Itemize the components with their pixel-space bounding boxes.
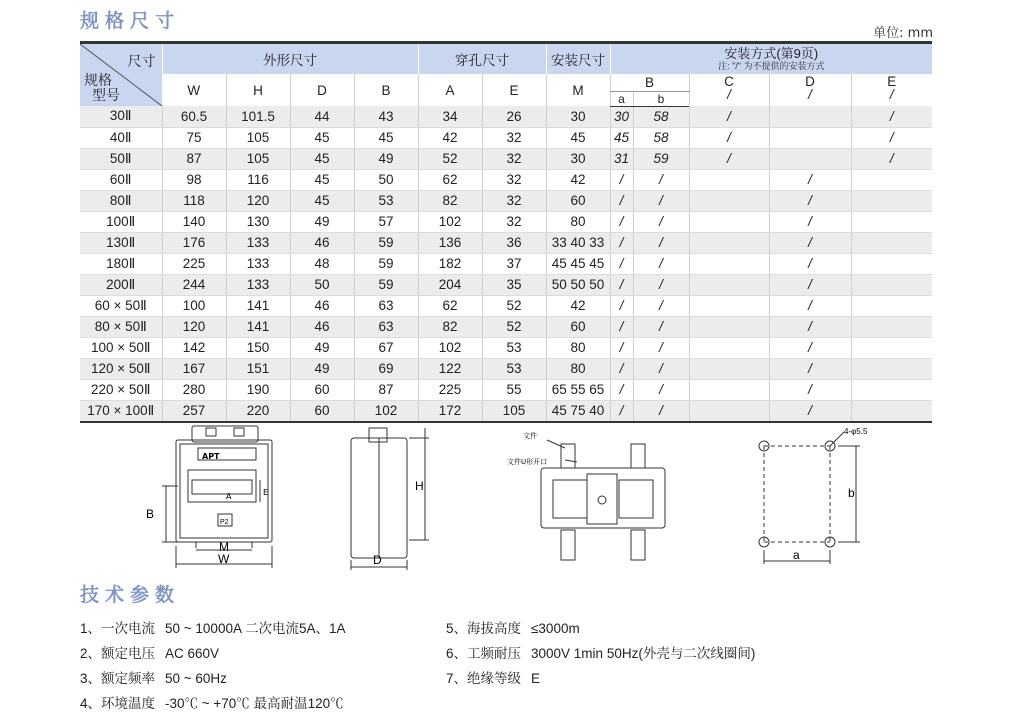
table-cell-d: 48 xyxy=(290,253,354,274)
table-cell-e: 52 xyxy=(482,316,546,337)
table-cell-c xyxy=(689,400,769,422)
table-cell-a: / xyxy=(610,274,633,295)
table-cell-b: 59 xyxy=(354,232,418,253)
table-cell-b: 67 xyxy=(354,337,418,358)
table-cell-w: 225 xyxy=(162,253,226,274)
table-cell-e: 52 xyxy=(482,295,546,316)
table-cell-b: / xyxy=(633,379,689,400)
table-cell-m: 80 xyxy=(546,358,610,379)
table-cell-b: 63 xyxy=(354,295,418,316)
tech-spec-value: 50 ~ 10000A 二次电流5A、1A xyxy=(165,621,346,636)
table-cell-a: 34 xyxy=(418,106,482,127)
table-cell-c xyxy=(689,169,769,190)
table-cell-w: 100 xyxy=(162,295,226,316)
table-cell-b: 50 xyxy=(354,169,418,190)
table-cell-w: 60.5 xyxy=(162,106,226,127)
table-cell-c xyxy=(689,253,769,274)
table-cell-h: 133 xyxy=(226,274,290,295)
table-cell-a: / xyxy=(610,316,633,337)
corner-bottom-label: 规格 型号 xyxy=(84,72,120,103)
table-cell-em xyxy=(851,295,932,316)
table-cell-model: 60 × 50Ⅱ xyxy=(80,295,162,316)
table-cell-a: 62 xyxy=(418,295,482,316)
col-E: E xyxy=(482,74,546,106)
mount-group-header: 安装方式(第9页) 注: "/" 为不提供的安装方式 xyxy=(610,43,932,75)
table-cell-c xyxy=(689,358,769,379)
table-cell-d: 60 xyxy=(290,379,354,400)
table-cell-em xyxy=(851,316,932,337)
spec-table-body xyxy=(80,106,932,422)
table-cell-h: 120 xyxy=(226,190,290,211)
table-cell-m: 45 xyxy=(546,127,610,148)
table-cell-a: / xyxy=(610,253,633,274)
mount-col-D: D / xyxy=(769,74,851,106)
table-cell-a: 82 xyxy=(418,316,482,337)
table-cell-w: 120 xyxy=(162,316,226,337)
table-cell-dm: / xyxy=(769,211,851,232)
table-cell-e: 36 xyxy=(482,232,546,253)
table-cell-d: 44 xyxy=(290,106,354,127)
table-cell-b: / xyxy=(633,232,689,253)
table-cell-c: / xyxy=(689,106,769,127)
tech-spec-item xyxy=(446,666,755,691)
table-cell-em xyxy=(851,211,932,232)
table-cell-m: 30 xyxy=(546,148,610,169)
table-cell-b: 57 xyxy=(354,211,418,232)
table-row xyxy=(80,358,932,379)
table-row xyxy=(80,295,932,316)
table-cell-d: 49 xyxy=(290,358,354,379)
tech-specs-right xyxy=(446,616,755,691)
table-cell-w: 142 xyxy=(162,337,226,358)
holes-spec-label: 4-φ5.5 xyxy=(844,427,868,436)
table-cell-dm: / xyxy=(769,169,851,190)
table-cell-dm: / xyxy=(769,379,851,400)
table-cell-dm: / xyxy=(769,253,851,274)
table-cell-model: 200Ⅱ xyxy=(80,274,162,295)
table-cell-c xyxy=(689,337,769,358)
table-cell-b: 59 xyxy=(354,253,418,274)
tech-spec-value: E xyxy=(531,671,541,686)
table-cell-h: 141 xyxy=(226,295,290,316)
tech-spec-key: 6、工频耐压 xyxy=(446,646,522,661)
table-cell-a: 225 xyxy=(418,379,482,400)
side-H-label: H xyxy=(415,479,424,493)
table-cell-a: / xyxy=(610,379,633,400)
tech-spec-key: 1、一次电流 xyxy=(80,621,156,636)
tech-spec-value: -30℃ ~ +70℃ 最高耐温120℃ xyxy=(165,696,344,711)
table-cell-d: 45 xyxy=(290,127,354,148)
table-row xyxy=(80,106,932,127)
table-cell-c xyxy=(689,295,769,316)
table-cell-model: 100 × 50Ⅱ xyxy=(80,337,162,358)
col-D: D xyxy=(290,74,354,106)
tech-spec-item xyxy=(446,616,755,641)
install-group-header: 安装尺寸 xyxy=(546,43,610,75)
table-cell-c: / xyxy=(689,148,769,169)
table-cell-em xyxy=(851,169,932,190)
col-M: M xyxy=(546,74,610,106)
mount-col-E: E / xyxy=(851,74,932,106)
table-cell-em: / xyxy=(851,127,932,148)
table-cell-a: 62 xyxy=(418,169,482,190)
front-W-label: W xyxy=(218,552,230,566)
table-row xyxy=(80,379,932,400)
table-cell-dm: / xyxy=(769,190,851,211)
mount-sub-a: a xyxy=(610,91,633,106)
table-cell-a: / xyxy=(610,295,633,316)
table-cell-d: 49 xyxy=(290,211,354,232)
table-cell-a: / xyxy=(610,169,633,190)
table-cell-dm: / xyxy=(769,316,851,337)
table-cell-a: 102 xyxy=(418,211,482,232)
table-row xyxy=(80,211,932,232)
side-view-drawing xyxy=(345,422,435,572)
table-cell-m: 65 55 65 xyxy=(546,379,610,400)
table-cell-a: 52 xyxy=(418,148,482,169)
front-E-label: E xyxy=(263,488,269,497)
table-cell-w: 257 xyxy=(162,400,226,422)
table-cell-em xyxy=(851,253,932,274)
table-row xyxy=(80,253,932,274)
table-cell-e: 37 xyxy=(482,253,546,274)
table-cell-h: 105 xyxy=(226,127,290,148)
table-cell-a: 122 xyxy=(418,358,482,379)
table-cell-e: 32 xyxy=(482,169,546,190)
table-cell-b: 49 xyxy=(354,148,418,169)
table-cell-a: 45 xyxy=(610,127,633,148)
corner-top-label: 尺寸 xyxy=(127,53,156,69)
table-cell-model: 40Ⅱ xyxy=(80,127,162,148)
table-cell-b: 58 xyxy=(633,127,689,148)
mount-slot-label: 文件U形开口 xyxy=(507,458,548,466)
front-A-label: A xyxy=(226,492,232,501)
table-cell-b: 102 xyxy=(354,400,418,422)
tech-spec-item xyxy=(80,641,346,666)
front-view-drawing xyxy=(140,422,290,570)
table-cell-b: / xyxy=(633,316,689,337)
side-D-label: D xyxy=(373,553,382,567)
table-cell-b: / xyxy=(633,253,689,274)
table-cell-a: 82 xyxy=(418,190,482,211)
table-cell-b: / xyxy=(633,358,689,379)
table-cell-a: / xyxy=(610,190,633,211)
table-cell-dm: / xyxy=(769,232,851,253)
tech-spec-key: 4、环境温度 xyxy=(80,696,156,711)
table-cell-b: / xyxy=(633,274,689,295)
table-cell-h: 130 xyxy=(226,211,290,232)
table-cell-em xyxy=(851,190,932,211)
table-cell-e: 26 xyxy=(482,106,546,127)
table-cell-w: 140 xyxy=(162,211,226,232)
tech-specs-left xyxy=(80,616,346,716)
table-row xyxy=(80,232,932,253)
table-cell-b: 59 xyxy=(633,148,689,169)
table-cell-w: 244 xyxy=(162,274,226,295)
tech-spec-item xyxy=(80,666,346,691)
tech-spec-value: ≤3000m xyxy=(531,621,580,636)
table-cell-dm: / xyxy=(769,295,851,316)
front-B-label: B xyxy=(146,507,155,521)
table-cell-a: 30 xyxy=(610,106,633,127)
table-cell-m: 60 xyxy=(546,190,610,211)
table-cell-d: 46 xyxy=(290,316,354,337)
corner-header xyxy=(80,43,162,107)
table-cell-a: 42 xyxy=(418,127,482,148)
front-M-label: M xyxy=(219,540,229,554)
table-cell-b: / xyxy=(633,295,689,316)
table-cell-h: 116 xyxy=(226,169,290,190)
table-cell-c xyxy=(689,316,769,337)
table-cell-dm: / xyxy=(769,358,851,379)
table-cell-a: 204 xyxy=(418,274,482,295)
table-cell-b: 43 xyxy=(354,106,418,127)
col-H: H xyxy=(226,74,290,106)
table-cell-b: 58 xyxy=(633,106,689,127)
table-cell-dm: / xyxy=(769,274,851,295)
table-cell-w: 118 xyxy=(162,190,226,211)
front-brand-label: APT xyxy=(202,452,220,461)
table-cell-e: 53 xyxy=(482,337,546,358)
table-cell-a: / xyxy=(610,211,633,232)
table-cell-model: 80Ⅱ xyxy=(80,190,162,211)
table-cell-a: 172 xyxy=(418,400,482,422)
table-row xyxy=(80,274,932,295)
holes-drawing xyxy=(748,422,878,570)
holes-a-label: a xyxy=(793,548,800,562)
table-cell-b: / xyxy=(633,211,689,232)
col-A: A xyxy=(418,74,482,106)
table-cell-model: 120 × 50Ⅱ xyxy=(80,358,162,379)
col-W: W xyxy=(162,74,226,106)
table-cell-m: 33 40 33 xyxy=(546,232,610,253)
table-cell-h: 101.5 xyxy=(226,106,290,127)
table-cell-m: 42 xyxy=(546,169,610,190)
table-cell-h: 141 xyxy=(226,316,290,337)
table-cell-m: 50 50 50 xyxy=(546,274,610,295)
table-cell-h: 150 xyxy=(226,337,290,358)
table-cell-em xyxy=(851,274,932,295)
table-cell-b: / xyxy=(633,337,689,358)
table-cell-model: 100Ⅱ xyxy=(80,211,162,232)
table-cell-h: 190 xyxy=(226,379,290,400)
table-cell-w: 280 xyxy=(162,379,226,400)
table-cell-b: 45 xyxy=(354,127,418,148)
table-cell-h: 105 xyxy=(226,148,290,169)
table-cell-e: 32 xyxy=(482,127,546,148)
table-cell-a: / xyxy=(610,400,633,422)
table-cell-m: 45 45 45 xyxy=(546,253,610,274)
table-cell-d: 46 xyxy=(290,295,354,316)
table-cell-a: 31 xyxy=(610,148,633,169)
table-cell-d: 45 xyxy=(290,190,354,211)
table-cell-model: 50Ⅱ xyxy=(80,148,162,169)
table-cell-w: 176 xyxy=(162,232,226,253)
table-cell-em: / xyxy=(851,106,932,127)
table-cell-c: / xyxy=(689,127,769,148)
tech-spec-value: 3000V 1min 50Hz(外壳与二次线圈间) xyxy=(531,646,756,661)
table-cell-h: 151 xyxy=(226,358,290,379)
table-cell-em xyxy=(851,232,932,253)
mount-col-B: B xyxy=(610,74,689,91)
table-cell-m: 60 xyxy=(546,316,610,337)
table-cell-d: 45 xyxy=(290,148,354,169)
table-cell-h: 220 xyxy=(226,400,290,422)
table-cell-model: 30Ⅱ xyxy=(80,106,162,127)
mount-view-drawing xyxy=(505,422,680,570)
front-P2-label: P2 xyxy=(220,519,229,526)
table-cell-m: 80 xyxy=(546,211,610,232)
table-cell-model: 80 × 50Ⅱ xyxy=(80,316,162,337)
mount-sub-b: b xyxy=(633,91,689,106)
holes-b-label: b xyxy=(848,486,855,500)
table-cell-model: 170 × 100Ⅱ xyxy=(80,400,162,422)
table-cell-b: 69 xyxy=(354,358,418,379)
table-row xyxy=(80,169,932,190)
table-cell-d: 46 xyxy=(290,232,354,253)
tech-spec-value: 50 ~ 60Hz xyxy=(165,671,227,686)
tech-heading: 技术参数 xyxy=(80,584,181,606)
tech-spec-item xyxy=(80,691,346,716)
table-cell-m: 42 xyxy=(546,295,610,316)
table-cell-em: / xyxy=(851,148,932,169)
tech-spec-item xyxy=(80,616,346,641)
table-cell-em xyxy=(851,337,932,358)
unit-label: 单位: mm xyxy=(873,26,933,41)
table-cell-a: / xyxy=(610,358,633,379)
table-cell-a: / xyxy=(610,232,633,253)
table-cell-em xyxy=(851,379,932,400)
table-cell-c xyxy=(689,232,769,253)
table-cell-d: 50 xyxy=(290,274,354,295)
table-cell-h: 133 xyxy=(226,232,290,253)
table-cell-c xyxy=(689,379,769,400)
tech-spec-key: 2、额定电压 xyxy=(80,646,156,661)
tech-spec-key: 3、额定频率 xyxy=(80,671,156,686)
table-cell-m: 80 xyxy=(546,337,610,358)
table-cell-em xyxy=(851,400,932,422)
table-cell-dm xyxy=(769,106,851,127)
table-cell-b: / xyxy=(633,400,689,422)
table-cell-b: / xyxy=(633,190,689,211)
table-cell-a: 136 xyxy=(418,232,482,253)
table-cell-c xyxy=(689,190,769,211)
table-cell-b: 59 xyxy=(354,274,418,295)
table-cell-model: 180Ⅱ xyxy=(80,253,162,274)
table-cell-e: 32 xyxy=(482,148,546,169)
table-cell-b: 63 xyxy=(354,316,418,337)
table-cell-dm xyxy=(769,127,851,148)
table-cell-c xyxy=(689,274,769,295)
table-cell-a: / xyxy=(610,337,633,358)
tech-spec-key: 7、绝缘等级 xyxy=(446,671,522,686)
table-cell-d: 60 xyxy=(290,400,354,422)
table-cell-dm: / xyxy=(769,400,851,422)
table-cell-d: 45 xyxy=(290,169,354,190)
mount-col-C: C / xyxy=(689,74,769,106)
tech-spec-key: 5、海拔高度 xyxy=(446,621,522,636)
table-cell-h: 133 xyxy=(226,253,290,274)
table-cell-m: 30 xyxy=(546,106,610,127)
table-cell-c xyxy=(689,211,769,232)
table-cell-em xyxy=(851,358,932,379)
table-cell-w: 75 xyxy=(162,127,226,148)
table-cell-dm xyxy=(769,148,851,169)
table-cell-dm: / xyxy=(769,337,851,358)
table-cell-w: 87 xyxy=(162,148,226,169)
tech-spec-value: AC 660V xyxy=(165,646,220,661)
table-cell-d: 49 xyxy=(290,337,354,358)
table-cell-e: 55 xyxy=(482,379,546,400)
table-row xyxy=(80,316,932,337)
table-cell-model: 130Ⅱ xyxy=(80,232,162,253)
table-cell-b: / xyxy=(633,169,689,190)
table-cell-m: 45 75 40 xyxy=(546,400,610,422)
dimensions-heading: 规格尺寸 xyxy=(80,10,181,32)
table-cell-w: 167 xyxy=(162,358,226,379)
table-row xyxy=(80,127,932,148)
table-cell-a: 102 xyxy=(418,337,482,358)
table-cell-e: 32 xyxy=(482,211,546,232)
table-cell-e: 105 xyxy=(482,400,546,422)
tech-spec-item xyxy=(446,641,755,666)
table-cell-model: 220 × 50Ⅱ xyxy=(80,379,162,400)
outline-group-header: 外形尺寸 xyxy=(162,43,418,75)
table-cell-a: 182 xyxy=(418,253,482,274)
table-cell-e: 35 xyxy=(482,274,546,295)
spec-table xyxy=(80,41,932,423)
table-row xyxy=(80,337,932,358)
table-row xyxy=(80,190,932,211)
table-row xyxy=(80,148,932,169)
mount-terminal-label: 文件 xyxy=(523,432,537,440)
hole-group-header: 穿孔尺寸 xyxy=(418,43,546,75)
table-cell-model: 60Ⅱ xyxy=(80,169,162,190)
table-cell-e: 53 xyxy=(482,358,546,379)
table-row xyxy=(80,400,932,422)
table-cell-w: 98 xyxy=(162,169,226,190)
col-B: B xyxy=(354,74,418,106)
table-cell-e: 32 xyxy=(482,190,546,211)
table-cell-b: 87 xyxy=(354,379,418,400)
table-cell-b: 53 xyxy=(354,190,418,211)
